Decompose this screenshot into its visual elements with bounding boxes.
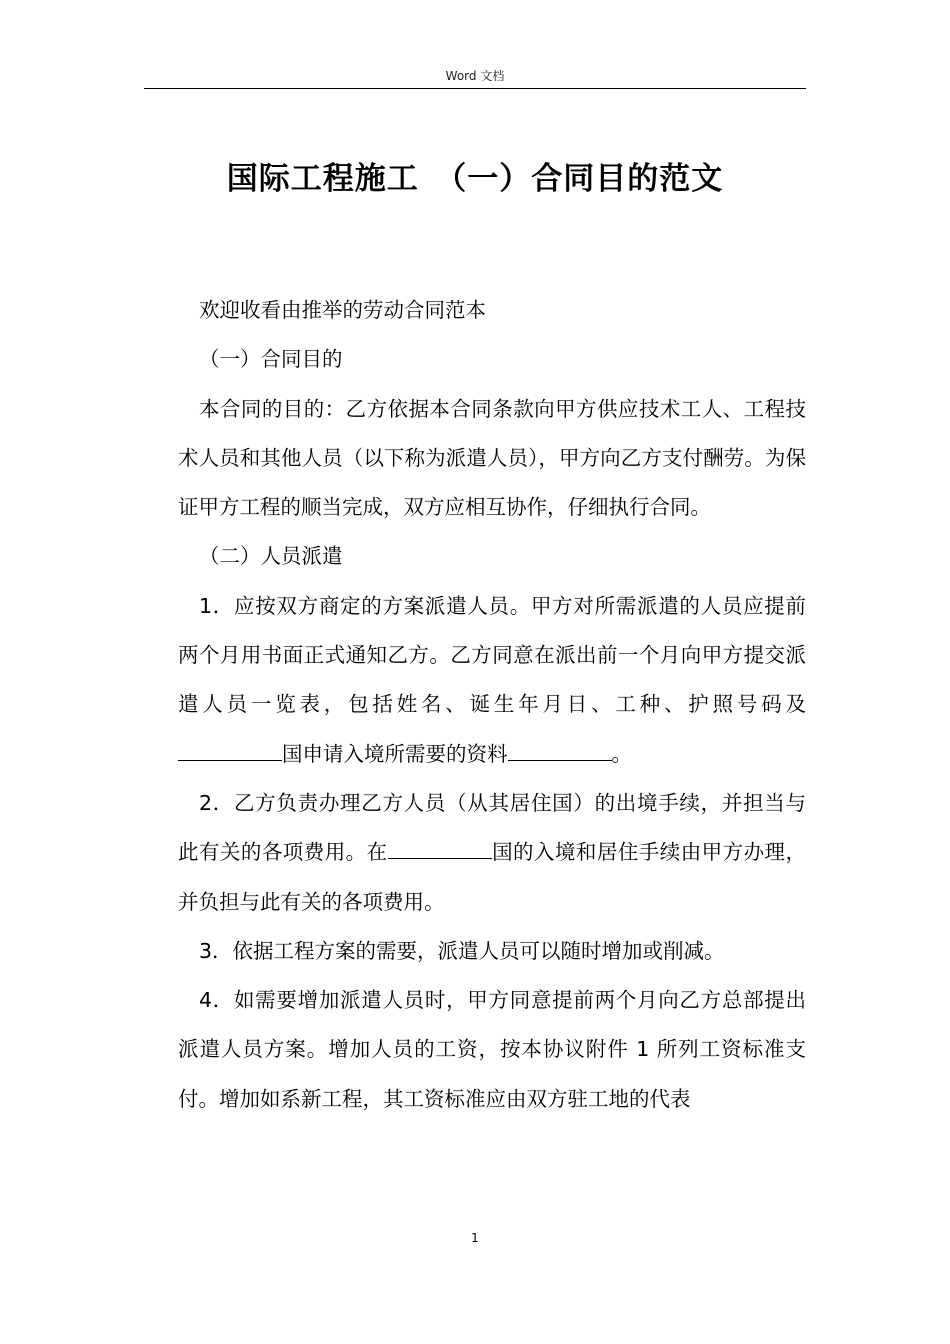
dispatch-item-1-text-c: 。 [611,741,632,766]
section-heading-purpose: （一）合同目的 [199,347,343,372]
fill-in-blank [508,742,612,761]
dispatch-item-1-text-a: 1．应按双方商定的方案派遣人员。甲方对所需派遣的人员应提前两个月用书面正式通知乙方。乙方同意在派出前一个月向甲方提交派遣人员一览表，包括姓名、诞生年月日、工种、护照号码及 [178,593,806,717]
dispatch-item-2-text-a: 2．乙方负责办理乙方人员（从其居住国）的出境手续，并担当与此有关的各项费用。在 [178,790,806,865]
dispatch-item-1 [178,582,806,779]
dispatch-item-2 [178,779,806,927]
document-title: 国际工程施工 （一）合同目的范文 [226,161,724,197]
dispatch-item-1-text-b: 国申请入境所需要的资料 [282,741,508,766]
dispatch-item-3: 3．依据工程方案的需要，派遣人员可以随时增加或削减。 [199,938,725,963]
purpose-paragraph: 本合同的目的：乙方依据本合同条款向甲方供应技术工人、工程技术人员和其他人员（以下称为派遣人员），甲方向乙方支付酬劳。为保证甲方工程的顺当完成，双方应相互协作，仔细执行合同。 [178,396,806,520]
document-body [178,286,806,1124]
fill-in-blank [388,840,492,859]
intro-paragraph: 欢迎收看由推举的劳动合同范本 [199,298,486,322]
dispatch-item-4: 4．如需要增加派遣人员时，甲方同意提前两个月向乙方总部提出派遣人员方案。增加人员的工资，按本协议附件 1 所列工资标准支付。增加如系新工程，其工资标准应由双方驻工地的代表 [178,988,806,1111]
dispatch-item-2-text-b: 国的入境和居住手续由甲方办理，并负担与此有关的各项费用。 [178,840,807,914]
fill-in-blank [178,742,282,761]
page-number: 1 [471,1231,479,1245]
page-header [144,67,806,89]
header-text: Word 文档 [445,69,505,83]
section-heading-dispatch: （二）人员派遣 [199,544,343,569]
